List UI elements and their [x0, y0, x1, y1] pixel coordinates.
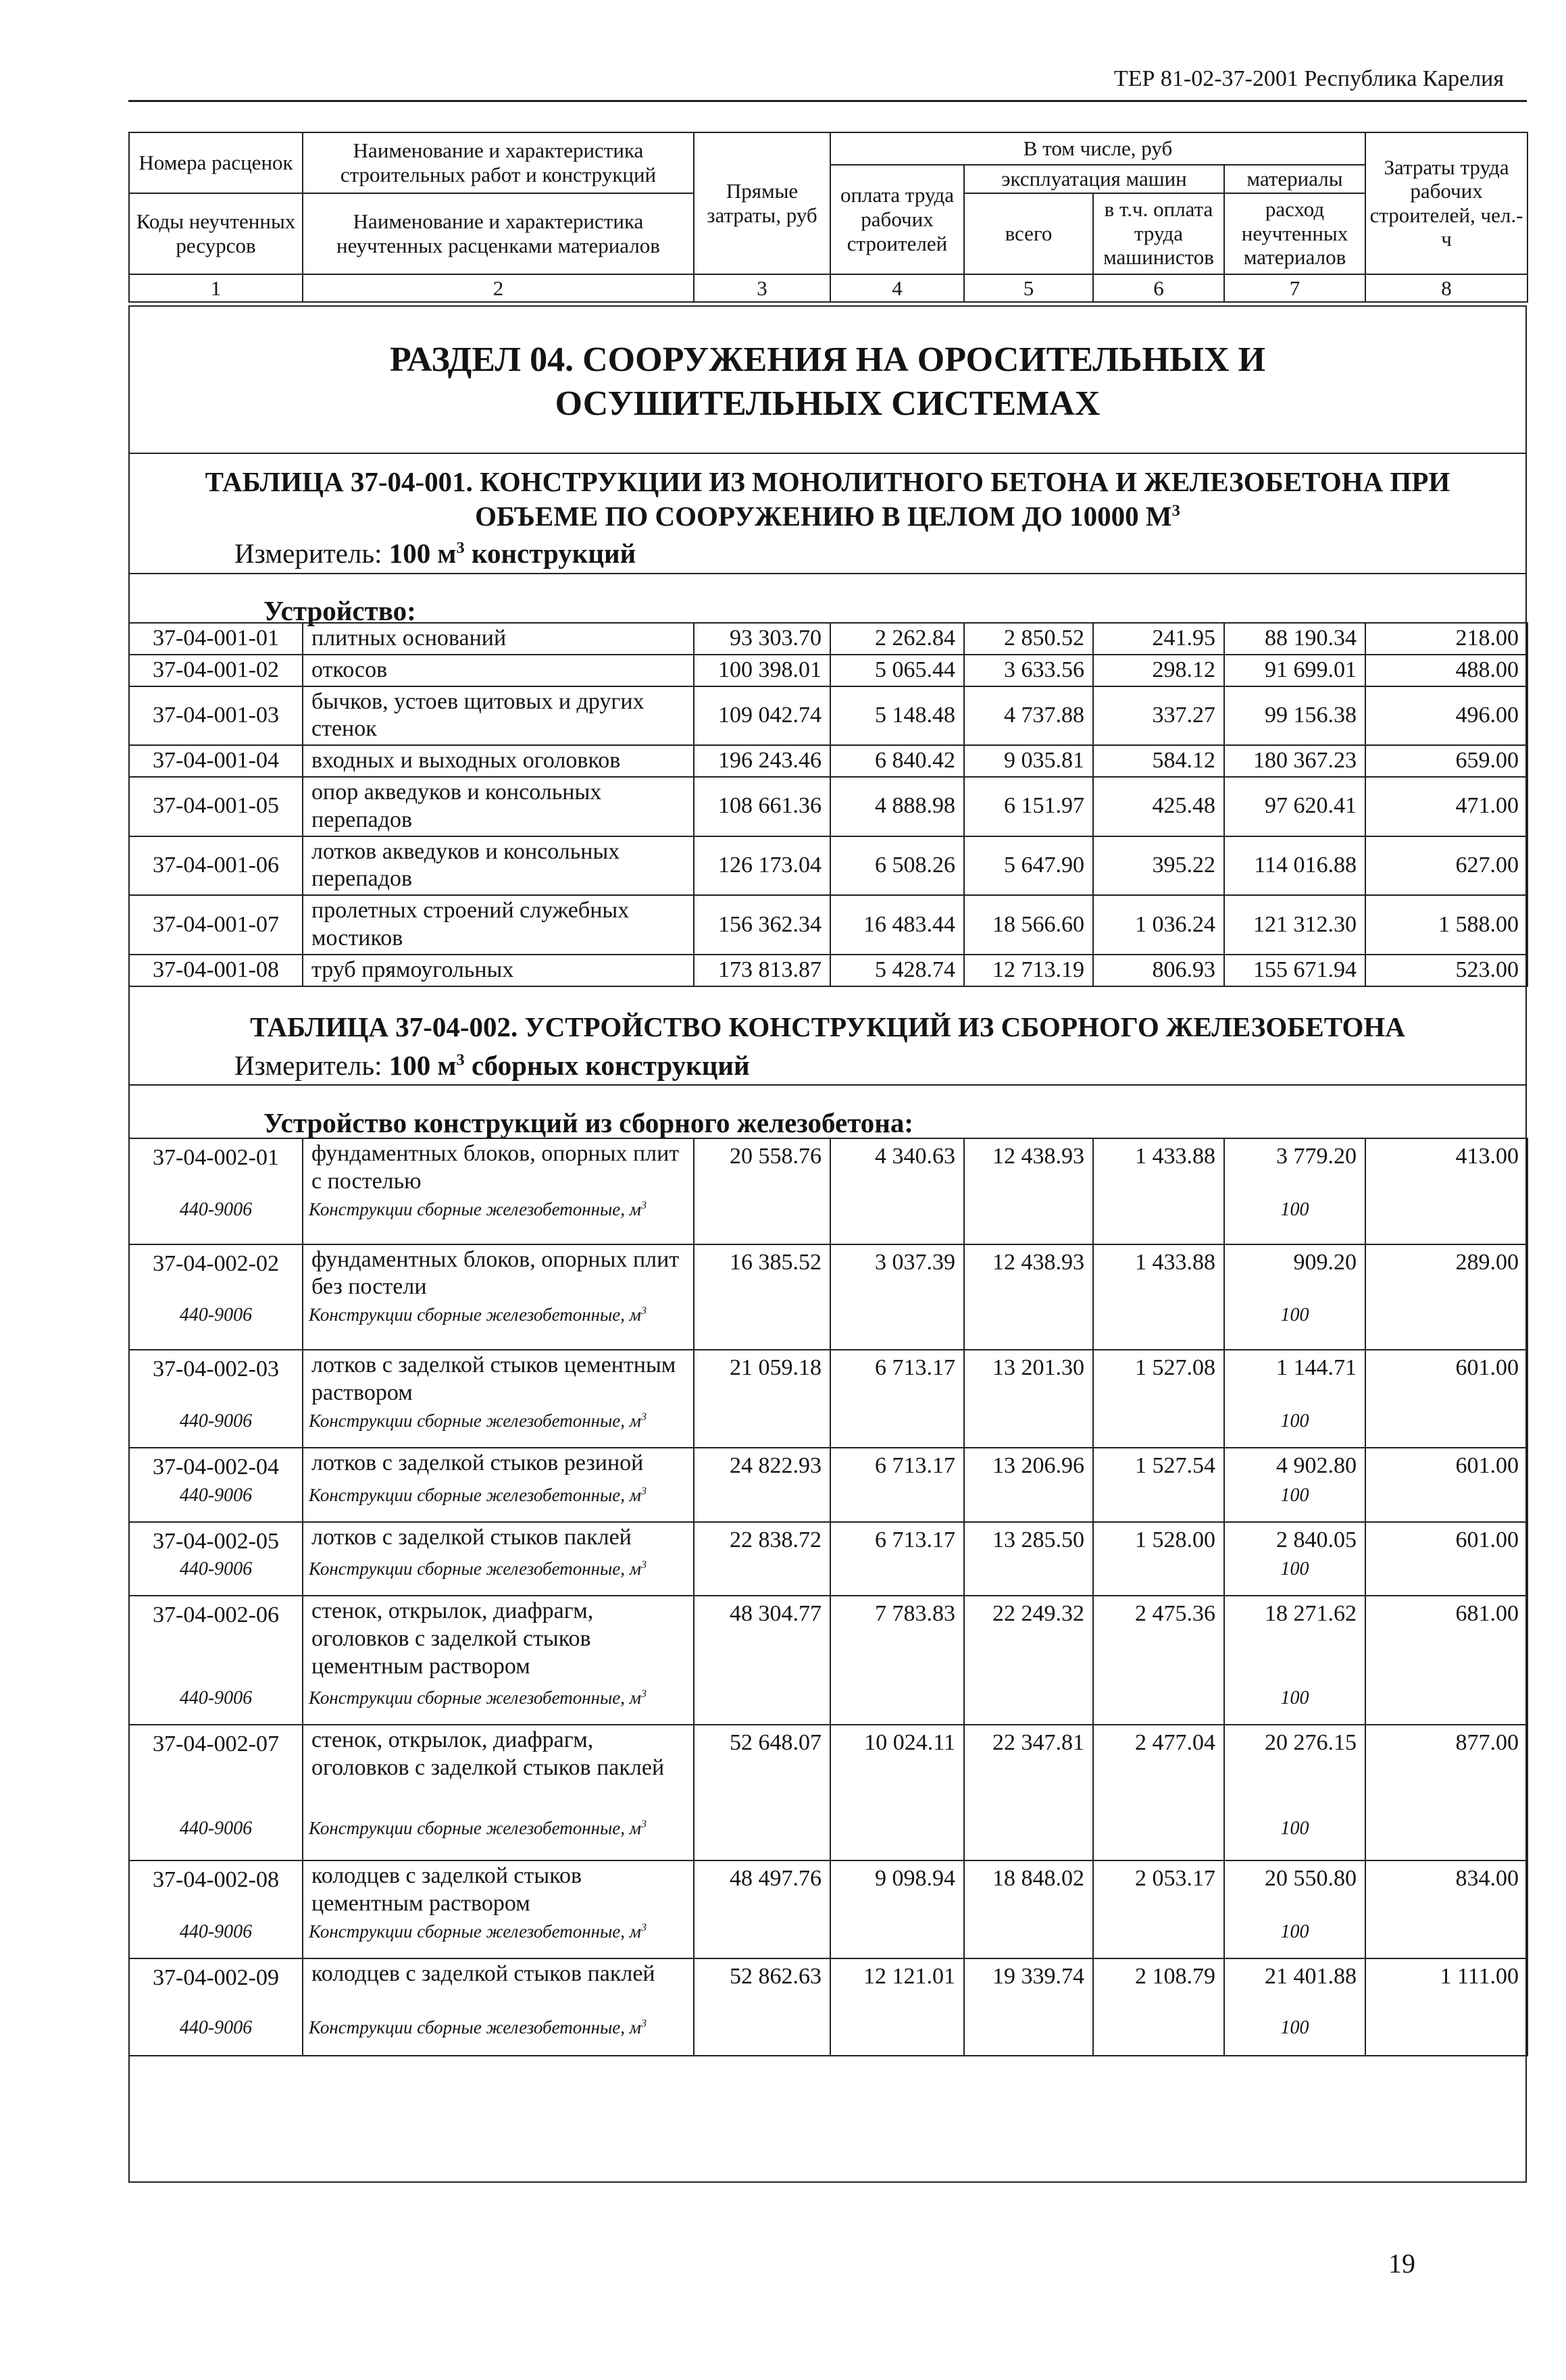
- table1-grid: [128, 622, 1528, 987]
- empty-cell: [964, 1409, 1093, 1448]
- col6-header: в т.ч. оплата труда машинистов: [1093, 193, 1224, 274]
- material-code: 440-9006: [129, 1919, 303, 1958]
- header-rule: [128, 100, 1527, 102]
- material-unit-sup: 3: [641, 2017, 647, 2029]
- row-direct-cost: 21 059.18: [694, 1350, 830, 1409]
- row-labor-hours: 601.00: [1365, 1448, 1527, 1483]
- material-name: [303, 2015, 694, 2056]
- empty-cell: [964, 1197, 1093, 1244]
- row-name: труб прямоугольных: [303, 955, 694, 986]
- row-labor-hours: 627.00: [1365, 836, 1527, 896]
- row-labor-cost: 10 024.11: [830, 1725, 964, 1816]
- row-name: лотков с заделкой стыков резиной: [303, 1448, 694, 1483]
- row-code: 37-04-002-08: [129, 1860, 303, 1919]
- table-row: [129, 655, 1527, 686]
- row-machine-cost: 4 737.88: [964, 686, 1093, 746]
- material-row: [129, 1483, 1527, 1522]
- table-row: [129, 836, 1527, 896]
- row-labor-cost: 6 713.17: [830, 1522, 964, 1557]
- row-labor-hours: 218.00: [1365, 623, 1527, 655]
- material-quantity: 100: [1224, 1686, 1365, 1725]
- row-labor-cost: 12 121.01: [830, 1958, 964, 2015]
- empty-cell: [1365, 1556, 1527, 1596]
- row-machinist-cost: 241.95: [1093, 623, 1224, 655]
- section-title: РАЗДЕЛ 04. СООРУЖЕНИЯ НА ОРОСИТЕЛЬНЫХ И ОСУШИТЕЛЬНЫХ СИСТЕМАХ: [389, 340, 1266, 423]
- row-machinist-cost: 1 433.88: [1093, 1138, 1224, 1197]
- row-code: 37-04-001-04: [129, 745, 303, 777]
- material-name: [303, 1197, 694, 1244]
- table-row: [129, 623, 1527, 655]
- row-material-cost: 20 550.80: [1224, 1860, 1365, 1919]
- row-material-cost: 3 779.20: [1224, 1138, 1365, 1197]
- material-name: [303, 1686, 694, 1725]
- material-name: [303, 1816, 694, 1860]
- material-name: [303, 1556, 694, 1596]
- material-quantity: 100: [1224, 1197, 1365, 1244]
- row-name: лотков с заделкой стыков паклей: [303, 1522, 694, 1557]
- empty-cell: [964, 1483, 1093, 1522]
- empty-cell: [964, 1816, 1093, 1860]
- empty-cell: [694, 1302, 830, 1350]
- row-machine-cost: 12 438.93: [964, 1138, 1093, 1197]
- material-row: [129, 1816, 1527, 1860]
- material-row: [129, 1919, 1527, 1958]
- row-labor-hours: 471.00: [1365, 777, 1527, 836]
- material-name-text: Конструкции сборные железобетонные, м: [309, 1198, 642, 1219]
- material-quantity: 100: [1224, 1919, 1365, 1958]
- table2-measure: Измеритель: 100 $м^3$ сборных конструкций: [234, 1050, 750, 1081]
- empty-cell: [1093, 1483, 1224, 1522]
- material-name-text: Конструкции сборные железобетонные, м: [309, 1921, 642, 1942]
- table-row: [129, 895, 1527, 955]
- row-direct-cost: 22 838.72: [694, 1522, 830, 1557]
- material-name: [303, 1409, 694, 1448]
- material-row: [129, 1409, 1527, 1448]
- row-material-cost: 2 840.05: [1224, 1522, 1365, 1557]
- table-row: [129, 777, 1527, 836]
- material-quantity: 100: [1224, 2015, 1365, 2056]
- material-code: 440-9006: [129, 1302, 303, 1350]
- row-code: 37-04-002-04: [129, 1448, 303, 1483]
- material-row: [129, 1197, 1527, 1244]
- material-name-text: Конструкции сборные железобетонные, м: [309, 1305, 642, 1325]
- row-name: лотков акведуков и консольных перепадов: [303, 836, 694, 896]
- material-name: [303, 1302, 694, 1350]
- row-direct-cost: 108 661.36: [694, 777, 830, 836]
- material-code: 440-9006: [129, 1197, 303, 1244]
- material-unit-sup: 3: [641, 1688, 647, 1700]
- row-machine-cost: 12 438.93: [964, 1244, 1093, 1303]
- row-code: 37-04-001-03: [129, 686, 303, 746]
- empty-cell: [1365, 1686, 1527, 1725]
- empty-cell: [964, 1686, 1093, 1725]
- in-that-number-header: В том числе, руб: [830, 132, 1365, 165]
- row-direct-cost: 48 304.77: [694, 1596, 830, 1686]
- row-code: 37-04-002-05: [129, 1522, 303, 1557]
- document-header: ТЕР 81-02-37-2001 Республика Карелия: [1113, 66, 1504, 91]
- materials-header: материалы: [1224, 165, 1365, 193]
- col8-header: Затраты труда рабочих строителей, чел.-ч: [1365, 132, 1527, 274]
- empty-cell: [694, 1556, 830, 1596]
- material-unit-sup: 3: [641, 1484, 647, 1497]
- table-row: [129, 1725, 1527, 1816]
- material-quantity: 100: [1224, 1302, 1365, 1350]
- row-machinist-cost: 298.12: [1093, 655, 1224, 686]
- row-labor-cost: 6 840.42: [830, 745, 964, 777]
- row-machine-cost: 9 035.81: [964, 745, 1093, 777]
- row-material-cost: 180 367.23: [1224, 745, 1365, 777]
- material-unit-sup: 3: [641, 1410, 647, 1423]
- empty-cell: [964, 1919, 1093, 1958]
- material-row: [129, 1556, 1527, 1596]
- row-machinist-cost: 2 475.36: [1093, 1596, 1224, 1686]
- row-machine-cost: 18 566.60: [964, 895, 1093, 955]
- row-labor-cost: 6 713.17: [830, 1350, 964, 1409]
- empty-cell: [1365, 1302, 1527, 1350]
- page-number: 19: [1388, 2248, 1415, 2279]
- row-direct-cost: 52 648.07: [694, 1725, 830, 1816]
- col-number: 5: [964, 274, 1093, 303]
- section-rule: [128, 453, 1527, 454]
- empty-cell: [694, 1483, 830, 1522]
- empty-cell: [830, 1302, 964, 1350]
- empty-cell: [830, 1409, 964, 1448]
- material-code: 440-9006: [129, 1483, 303, 1522]
- row-machine-cost: 5 647.90: [964, 836, 1093, 896]
- table-row: [129, 1958, 1527, 2015]
- row-direct-cost: 109 042.74: [694, 686, 830, 746]
- row-labor-hours: 413.00: [1365, 1138, 1527, 1197]
- material-unit-sup: 3: [641, 1921, 647, 1933]
- row-name: стенок, открылок, диафрагм, оголовков с заделкой стыков цементным раствором: [303, 1596, 694, 1686]
- col5-header: всего: [964, 193, 1093, 274]
- row-labor-cost: 16 483.44: [830, 895, 964, 955]
- row-labor-cost: 4 340.63: [830, 1138, 964, 1197]
- empty-cell: [1365, 1483, 1527, 1522]
- material-row: [129, 1302, 1527, 1350]
- empty-cell: [694, 1409, 830, 1448]
- row-labor-hours: 523.00: [1365, 955, 1527, 986]
- col-number: 8: [1365, 274, 1527, 303]
- empty-cell: [964, 1556, 1093, 1596]
- row-machine-cost: 18 848.02: [964, 1860, 1093, 1919]
- row-code: 37-04-001-06: [129, 836, 303, 896]
- row-direct-cost: 16 385.52: [694, 1244, 830, 1303]
- row-direct-cost: 173 813.87: [694, 955, 830, 986]
- row-code: 37-04-002-02: [129, 1244, 303, 1303]
- row-material-cost: 21 401.88: [1224, 1958, 1365, 2015]
- row-labor-cost: 4 888.98: [830, 777, 964, 836]
- material-name-text: Конструкции сборные железобетонные, м: [309, 1688, 642, 1708]
- col1-top-header: Номера расценок: [129, 132, 303, 193]
- row-material-cost: 1 144.71: [1224, 1350, 1365, 1409]
- table-row: [129, 1244, 1527, 1303]
- material-name-text: Конструкции сборные железобетонные, м: [309, 1818, 642, 1839]
- empty-cell: [1365, 1197, 1527, 1244]
- table2-rule: [128, 1084, 1527, 1086]
- column-header-table: [128, 132, 1528, 303]
- table1-title-line1: ТАБЛИЦА 37-04-001. КОНСТРУКЦИИ ИЗ МОНОЛИТНОГО БЕТОНА И ЖЕЛЕЗОБЕТОНА ПРИ: [205, 466, 1450, 497]
- row-labor-hours: 834.00: [1365, 1860, 1527, 1919]
- material-name-text: Конструкции сборные железобетонные, м: [309, 1410, 642, 1431]
- row-direct-cost: 126 173.04: [694, 836, 830, 896]
- table2-grid: [128, 1138, 1528, 2056]
- col7-header: расход неучтенных материалов: [1224, 193, 1365, 274]
- empty-cell: [830, 1197, 964, 1244]
- table-row: [129, 686, 1527, 746]
- empty-cell: [1093, 1556, 1224, 1596]
- material-quantity: 100: [1224, 1816, 1365, 1860]
- row-direct-cost: 24 822.93: [694, 1448, 830, 1483]
- material-code: 440-9006: [129, 1686, 303, 1725]
- row-labor-hours: 681.00: [1365, 1596, 1527, 1686]
- row-name: плитных оснований: [303, 623, 694, 655]
- row-code: 37-04-001-01: [129, 623, 303, 655]
- empty-cell: [694, 2015, 830, 2056]
- material-quantity: 100: [1224, 1483, 1365, 1522]
- table2-subheading: Устройство конструкций из сборного железобетона:: [263, 1107, 914, 1138]
- material-row: [129, 1686, 1527, 1725]
- row-name: фундаментных блоков, опорных плит с постелью: [303, 1138, 694, 1197]
- material-unit-sup: 3: [641, 1305, 647, 1317]
- machines-header: эксплуатация машин: [964, 165, 1224, 193]
- empty-cell: [1093, 1302, 1224, 1350]
- row-code: 37-04-002-06: [129, 1596, 303, 1686]
- row-machinist-cost: 806.93: [1093, 955, 1224, 986]
- row-code: 37-04-002-07: [129, 1725, 303, 1816]
- material-quantity: 100: [1224, 1556, 1365, 1596]
- row-labor-cost: 6 508.26: [830, 836, 964, 896]
- row-labor-hours: 877.00: [1365, 1725, 1527, 1816]
- row-machine-cost: 19 339.74: [964, 1958, 1093, 2015]
- material-code: 440-9006: [129, 1816, 303, 1860]
- empty-cell: [830, 1816, 964, 1860]
- col4-header: оплата труда рабочих строителей: [830, 165, 964, 274]
- table2-title: ТАБЛИЦА 37-04-002. УСТРОЙСТВО КОНСТРУКЦИЙ ИЗ СБОРНОГО ЖЕЛЕЗОБЕТОНА: [250, 1011, 1405, 1042]
- empty-cell: [1365, 2015, 1527, 2056]
- empty-cell: [1365, 1409, 1527, 1448]
- row-material-cost: 88 190.34: [1224, 623, 1365, 655]
- material-name: [303, 1483, 694, 1522]
- row-code: 37-04-002-01: [129, 1138, 303, 1197]
- row-machine-cost: 6 151.97: [964, 777, 1093, 836]
- row-labor-cost: 5 148.48: [830, 686, 964, 746]
- row-material-cost: 18 271.62: [1224, 1596, 1365, 1686]
- material-name-text: Конструкции сборные железобетонные, м: [309, 1484, 642, 1505]
- table-row: [129, 1596, 1527, 1686]
- row-direct-cost: 100 398.01: [694, 655, 830, 686]
- row-code: 37-04-002-09: [129, 1958, 303, 2015]
- row-machine-cost: 3 633.56: [964, 655, 1093, 686]
- table1-title: [128, 465, 1527, 534]
- material-unit-sup: 3: [641, 1559, 647, 1571]
- table-row: [129, 1522, 1527, 1557]
- empty-cell: [694, 1197, 830, 1244]
- row-material-cost: 155 671.94: [1224, 955, 1365, 986]
- empty-cell: [1365, 1919, 1527, 1958]
- col-number: 1: [129, 274, 303, 303]
- row-labor-cost: 2 262.84: [830, 623, 964, 655]
- empty-cell: [694, 1816, 830, 1860]
- row-code: 37-04-001-08: [129, 955, 303, 986]
- row-name: лотков с заделкой стыков цементным раствором: [303, 1350, 694, 1409]
- row-material-cost: 97 620.41: [1224, 777, 1365, 836]
- row-name: входных и выходных оголовков: [303, 745, 694, 777]
- row-material-cost: 114 016.88: [1224, 836, 1365, 896]
- row-machine-cost: 12 713.19: [964, 955, 1093, 986]
- table1-rule: [128, 573, 1527, 574]
- empty-cell: [1365, 1816, 1527, 1860]
- row-labor-cost: 3 037.39: [830, 1244, 964, 1303]
- empty-cell: [1093, 2015, 1224, 2056]
- row-labor-hours: 1 111.00: [1365, 1958, 1527, 2015]
- row-direct-cost: 20 558.76: [694, 1138, 830, 1197]
- row-name: откосов: [303, 655, 694, 686]
- row-material-cost: 121 312.30: [1224, 895, 1365, 955]
- table-row: [129, 1860, 1527, 1919]
- row-machinist-cost: 1 527.54: [1093, 1448, 1224, 1483]
- row-name: колодцев с заделкой стыков паклей: [303, 1958, 694, 2015]
- row-machine-cost: 13 206.96: [964, 1448, 1093, 1483]
- material-row: [129, 2015, 1527, 2056]
- row-material-cost: 91 699.01: [1224, 655, 1365, 686]
- row-direct-cost: 156 362.34: [694, 895, 830, 955]
- material-quantity: 100: [1224, 1409, 1365, 1448]
- row-name: опор акведуков и консольных перепадов: [303, 777, 694, 836]
- row-machinist-cost: 2 477.04: [1093, 1725, 1224, 1816]
- row-name: бычков, устоев щитовых и других стенок: [303, 686, 694, 746]
- empty-cell: [830, 1919, 964, 1958]
- row-material-cost: 20 276.15: [1224, 1725, 1365, 1816]
- empty-cell: [1093, 1686, 1224, 1725]
- row-machine-cost: 2 850.52: [964, 623, 1093, 655]
- table-row: [129, 745, 1527, 777]
- row-labor-hours: 601.00: [1365, 1350, 1527, 1409]
- empty-cell: [1093, 1919, 1224, 1958]
- row-name: стенок, открылок, диафрагм, оголовков с заделкой стыков паклей: [303, 1725, 694, 1816]
- row-machinist-cost: 425.48: [1093, 777, 1224, 836]
- row-machine-cost: 13 285.50: [964, 1522, 1093, 1557]
- empty-cell: [830, 2015, 964, 2056]
- material-name: [303, 1919, 694, 1958]
- row-labor-cost: 5 428.74: [830, 955, 964, 986]
- row-machine-cost: 22 347.81: [964, 1725, 1093, 1816]
- material-name-text: Конструкции сборные железобетонные, м: [309, 1559, 642, 1579]
- row-direct-cost: 48 497.76: [694, 1860, 830, 1919]
- row-code: 37-04-002-03: [129, 1350, 303, 1409]
- row-name: колодцев с заделкой стыков цементным раствором: [303, 1860, 694, 1919]
- empty-cell: [1093, 1197, 1224, 1244]
- row-labor-cost: 6 713.17: [830, 1448, 964, 1483]
- row-labor-cost: 7 783.83: [830, 1596, 964, 1686]
- row-labor-hours: 289.00: [1365, 1244, 1527, 1303]
- empty-cell: [1093, 1409, 1224, 1448]
- row-labor-hours: 601.00: [1365, 1522, 1527, 1557]
- row-labor-hours: 659.00: [1365, 745, 1527, 777]
- row-labor-cost: 5 065.44: [830, 655, 964, 686]
- table-row: [129, 1138, 1527, 1197]
- material-code: 440-9006: [129, 2015, 303, 2056]
- col-number: 4: [830, 274, 964, 303]
- row-machinist-cost: 1 527.08: [1093, 1350, 1224, 1409]
- row-labor-hours: 496.00: [1365, 686, 1527, 746]
- row-machinist-cost: 395.22: [1093, 836, 1224, 896]
- table-row: [129, 955, 1527, 986]
- row-direct-cost: 196 243.46: [694, 745, 830, 777]
- empty-cell: [964, 2015, 1093, 2056]
- row-machinist-cost: 2 108.79: [1093, 1958, 1224, 2015]
- col2-bottom-header: Наименование и характеристика неучтенных расценками материалов: [303, 193, 694, 274]
- empty-cell: [1093, 1816, 1224, 1860]
- row-code: 37-04-001-05: [129, 777, 303, 836]
- material-code: 440-9006: [129, 1556, 303, 1596]
- col3-header: Прямые затраты, руб: [694, 132, 830, 274]
- row-labor-cost: 9 098.94: [830, 1860, 964, 1919]
- col-number: 2: [303, 274, 694, 303]
- row-name: пролетных строений служебных мостиков: [303, 895, 694, 955]
- row-material-cost: 99 156.38: [1224, 686, 1365, 746]
- row-machinist-cost: 584.12: [1093, 745, 1224, 777]
- material-code: 440-9006: [129, 1409, 303, 1448]
- empty-cell: [830, 1556, 964, 1596]
- row-labor-hours: 1 588.00: [1365, 895, 1527, 955]
- row-code: 37-04-001-07: [129, 895, 303, 955]
- row-machinist-cost: 1 433.88: [1093, 1244, 1224, 1303]
- empty-cell: [830, 1483, 964, 1522]
- row-labor-hours: 488.00: [1365, 655, 1527, 686]
- row-code: 37-04-001-02: [129, 655, 303, 686]
- table-row: [129, 1350, 1527, 1409]
- table1-title-line2: ОБЪЕМЕ ПО СООРУЖЕНИЮ В ЦЕЛОМ ДО 10000 $М^3$: [475, 501, 1180, 532]
- material-unit-sup: 3: [641, 1198, 647, 1211]
- empty-cell: [830, 1686, 964, 1725]
- row-machinist-cost: 337.27: [1093, 686, 1224, 746]
- row-direct-cost: 52 862.63: [694, 1958, 830, 2015]
- row-name: фундаментных блоков, опорных плит без постели: [303, 1244, 694, 1303]
- row-machine-cost: 22 249.32: [964, 1596, 1093, 1686]
- col1-bottom-header: Коды неучтенных ресурсов: [129, 193, 303, 274]
- row-material-cost: 4 902.80: [1224, 1448, 1365, 1483]
- empty-cell: [964, 1302, 1093, 1350]
- row-machinist-cost: 1 528.00: [1093, 1522, 1224, 1557]
- row-machine-cost: 13 201.30: [964, 1350, 1093, 1409]
- col2-top-header: Наименование и характеристика строительных работ и конструкций: [303, 132, 694, 193]
- table1-measure: Измеритель: 100 $м^3$ конструкций: [234, 538, 636, 569]
- row-machinist-cost: 1 036.24: [1093, 895, 1224, 955]
- col-number: 6: [1093, 274, 1224, 303]
- material-unit-sup: 3: [641, 1818, 647, 1831]
- col-number: 3: [694, 274, 830, 303]
- material-name-text: Конструкции сборные железобетонные, м: [309, 2017, 642, 2037]
- row-material-cost: 909.20: [1224, 1244, 1365, 1303]
- empty-cell: [694, 1919, 830, 1958]
- row-direct-cost: 93 303.70: [694, 623, 830, 655]
- row-machinist-cost: 2 053.17: [1093, 1860, 1224, 1919]
- empty-cell: [694, 1686, 830, 1725]
- table-row: [129, 1448, 1527, 1483]
- table1-subheading: Устройство:: [263, 595, 416, 626]
- col-number: 7: [1224, 274, 1365, 303]
